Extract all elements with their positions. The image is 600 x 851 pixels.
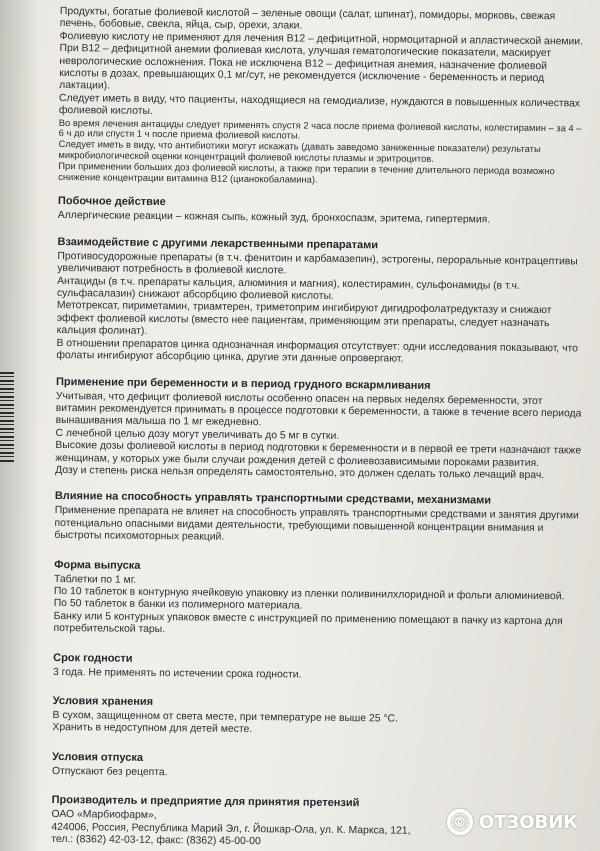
shelf-life-heading: Срок годности bbox=[53, 651, 133, 665]
storage-p2: Хранить в недоступном для детей месте. bbox=[52, 722, 253, 736]
pregnancy-heading: Применение при беременности и в период грудного вскармливания bbox=[56, 375, 431, 392]
interactions-p2: Антациды (в т.ч. препараты кальция, алюминия и магния), колестирамин, сульфонамиды (в т.ч. сульфасалазин) снижают абсорбцию фолиевой кислоты. bbox=[56, 275, 520, 302]
otzovik-logo-icon: ⦾ bbox=[447, 809, 473, 835]
driving-heading: Влияние на способность управлять транспортными средствами, механизмами bbox=[54, 490, 492, 507]
pregnancy-p3: Высокие дозы фолиевой кислоты в период подготовки к беременности и в первой ее трети назначают также женщинам, у которых уже были случаи рождения детей с фолиевозависимыми пороками развития. bbox=[55, 440, 582, 469]
intro-hemodialysis: Следует иметь в виду, что пациенты, находящиеся на гемодиализе, нуждаются в повышенных количествах фолиевой кислоты. bbox=[58, 92, 581, 118]
form-p2: По 10 таблеток в контурную ячейковую упаковку из пленки поливинилхлоридной и фольги алюминиевой. bbox=[53, 585, 565, 603]
driving-text: Применение препарата не влияет на способность управлять транспортными средствами и занятия другими потенциально опасными видами деятельности, требующими повышенной концентрации внимания и быстроты психомоторных реакций. bbox=[54, 505, 579, 543]
barcode-strip bbox=[0, 372, 14, 462]
intro-antacids: Во время лечения антациды следует применять спустя 2 часа после приема фолиевой кислоты, колестирамин – за 4 – 6 ч до или спустя 1 ч после приема фолиевой кислоты. bbox=[58, 116, 582, 141]
intro-high-doses: При применении больших доз фолиевой кислоты, а также при терапии в течение длительного периода возможно снижение концентрации витамина B12 (цианокобаламина). bbox=[58, 159, 555, 185]
instruction-text bbox=[51, 6, 588, 851]
side-effects-text: Аллергические реакции – кожная сыпь, кожный зуд, бронхоспазм, эритема, гипертермия. bbox=[57, 210, 491, 226]
pregnancy-p4: Дозу и степень риска нельзя определять самостоятельно, это должен сделать только лечащий врач. bbox=[55, 464, 545, 482]
interactions-p4: В отношении препаратов цинка однозначная информация отсутствует: одни исследования показывают, что фолаты ингибируют абсорбцию цинка, другие эти данные опровергают. bbox=[56, 337, 579, 365]
side-effects-heading: Побочное действие bbox=[57, 195, 166, 209]
otzovik-watermark bbox=[447, 809, 578, 835]
dispensing-heading: Условия отпуска bbox=[52, 750, 144, 764]
intro-foods: Продукты, богатые фолиевой кислотой – зеленые овощи (салат, шпинат), помидоры, морковь, свежая печень, бобовые, свекла, яйца, сыр, орехи, злаки. bbox=[59, 6, 556, 32]
watermark-text: ОТЗОВИК bbox=[478, 811, 578, 833]
pregnancy-p1: Учитывая, что дефицит фолиевой кислоты особенно опасен на первых неделях беременности, этот витамин рекомендуется принимать в процессе подготовки к беременности, а также в течение всего периода вынашивания малыша по 1 мг ежедневно. bbox=[55, 390, 582, 429]
intro-antibiotics: Следует иметь в виду, что антибиотики могут искажать (давать заведомо заниженные показатели) результаты микробиологической оценки концентраций фолиевой кислоты плазмы и эритроцитов. bbox=[58, 138, 541, 164]
form-heading: Форма выпуска bbox=[54, 558, 141, 572]
shelf-life-text: 3 года. Не применять по истечении срока годности. bbox=[52, 666, 302, 681]
interactions-heading: Взаимодействие с другими лекарственными препаратами bbox=[57, 235, 379, 252]
intro-b12-warning: Фолиевую кислоту не применяют для лечения B12 – дефицитной, нормоцитарной и апластической анемии. При B12 – дефицитной анемии фолиевая кислота, улучшая гематологические показатели, маскирует неврологические осложнения. Пока не исключена B12 – дефицитная анемия, назначение фолиевой кислоты в дозах, превышающих 0,1 мг/сут, не рекомендуется (исключение - беременность и период лактации). bbox=[59, 30, 584, 92]
manufacturer-heading: Производитель и предприятие для принятия претензий bbox=[51, 794, 360, 810]
manufacturer-name: ОАО «Марбиофарм», bbox=[51, 809, 157, 822]
manufacturer-address: 424006, Россия, Республика Марий Эл, г. Йошкар-Ола, ул. К. Маркса, 121, bbox=[51, 821, 411, 837]
storage-p1: В сухом, защищенном от света месте, при температуре не выше 25 °С. bbox=[52, 709, 399, 725]
form-p4: Банку или 5 контурных упаковок вместе с инструкцией по применению помещают в пачку из картона для потребительской тары. bbox=[53, 610, 563, 636]
manufacturer-phones: тел.: (8362) 42-03-12, факс: (8362) 45-00-00 bbox=[51, 833, 261, 848]
pregnancy-p2: С лечебной целью дозу могут увеличивать до 5 мг в сутки. bbox=[55, 427, 340, 442]
storage-heading: Условия хранения bbox=[52, 694, 154, 709]
interactions-p3: Метотрексат, пириметамин, триамтерен, триметоприм ингибируют дигидрофолатредуктазу и снижают эффект фолиевой кислоты (вместо нее пациентам, применяющим эти препараты, следует назначать кальция фолинат). bbox=[56, 300, 552, 338]
form-p3: По 50 таблеток в банки из полимерного материала. bbox=[53, 598, 303, 612]
dispensing-text: Отпускают без рецепта. bbox=[51, 765, 168, 778]
form-p1: Таблетки по 1 мг. bbox=[53, 573, 137, 586]
interactions-p1: Противосудорожные препараты (в т.ч. фенитоин и карбамазепин), эстрогены, пероральные контрацептивы увеличивают потребность в фолиевой кислоте. bbox=[57, 250, 578, 277]
